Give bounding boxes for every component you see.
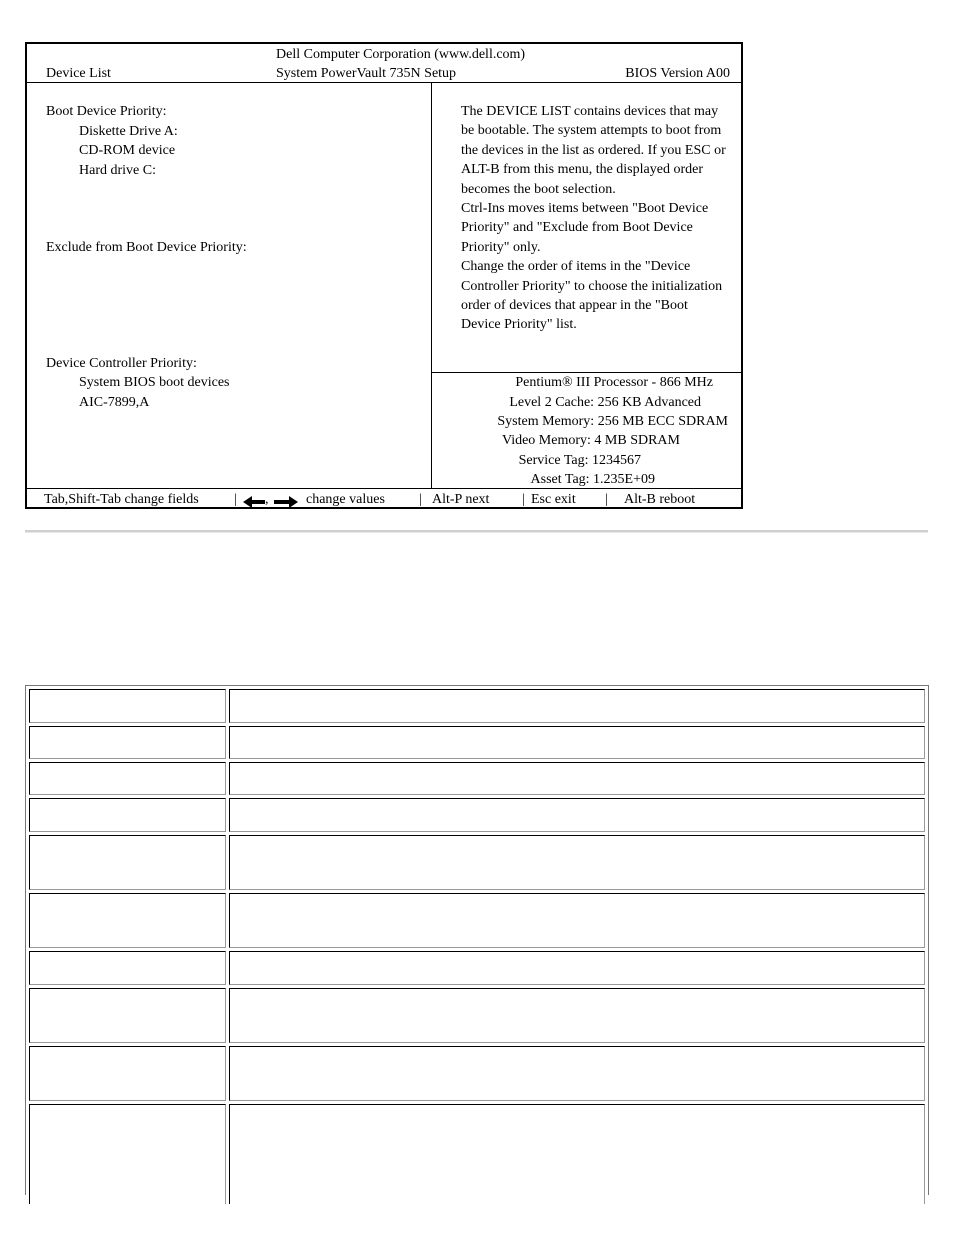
description-cell (229, 798, 925, 832)
table-row (28, 893, 926, 948)
screen-name: Device List (46, 66, 111, 81)
table-row (28, 726, 926, 759)
exit-hint: Esc exit (531, 492, 576, 507)
help-text: The DEVICE LIST contains devices that may be bootable. The system attempts to boot from the devices in the list as ordered. If you ESC or ALT-B from this menu, the displayed order becomes the boot selection. (461, 104, 726, 197)
description-cell (229, 1104, 925, 1204)
table-row (28, 798, 926, 832)
change-values-hint: change values (306, 492, 385, 507)
footer-separator: | (419, 492, 422, 507)
device-list-panel (27, 83, 431, 487)
controller-item[interactable]: System BIOS boot devices (79, 375, 230, 390)
table-row (28, 762, 926, 795)
table-row (28, 988, 926, 1043)
boot-device-item[interactable]: Diskette Drive A: (79, 124, 178, 139)
boot-priority-label: Boot Device Priority: (46, 104, 167, 119)
help-text: Ctrl-Ins moves items between "Boot Device Priority" and "Exclude from Boot Device Priority" only. (461, 201, 709, 255)
option-cell (29, 726, 226, 759)
memory-info: System Memory: 256 MB ECC SDRAM (497, 414, 728, 429)
footer-separator: | (234, 492, 237, 507)
reboot-hint: Alt-B reboot (624, 492, 696, 507)
service-tag: Service Tag: 1234567 (518, 453, 641, 468)
option-cell (29, 798, 226, 832)
right-arrow-icon (274, 492, 298, 511)
option-cell (29, 1104, 226, 1204)
boot-device-item[interactable]: Hard drive C: (79, 163, 156, 178)
bios-setup-screen (25, 42, 743, 509)
description-cell (229, 762, 925, 795)
option-cell (29, 689, 226, 723)
controller-item[interactable]: AIC-7899,A (79, 395, 150, 410)
footer-separator: | (605, 492, 608, 507)
video-memory-info: Video Memory: 4 MB SDRAM (501, 433, 680, 448)
next-hint: Alt-P next (432, 492, 490, 507)
setup-title: System PowerVault 735N Setup (276, 66, 457, 81)
cache-info: Level 2 Cache: 256 KB Advanced (509, 395, 701, 410)
footer-separator: | (522, 492, 525, 507)
option-cell (29, 951, 226, 985)
description-cell (229, 835, 925, 890)
option-cell (29, 1046, 226, 1101)
system-info-panel (432, 373, 741, 488)
controller-priority-label: Device Controller Priority: (46, 356, 197, 371)
option-cell (29, 762, 226, 795)
bios-version: BIOS Version A00 (625, 66, 730, 81)
description-cell (229, 689, 925, 723)
description-cell (229, 726, 925, 759)
description-cell (229, 951, 925, 985)
option-cell (29, 988, 226, 1043)
table-row (28, 835, 926, 890)
exclude-label: Exclude from Boot Device Priority: (46, 240, 247, 255)
table-row (28, 1046, 926, 1101)
left-arrow-icon (243, 492, 265, 511)
horizontal-rule (25, 530, 928, 533)
help-panel (432, 83, 741, 372)
table-row (28, 1104, 926, 1204)
description-cell (229, 893, 925, 948)
arrow-comma: , (265, 492, 269, 507)
asset-tag: Asset Tag: 1.235E+09 (530, 472, 655, 487)
key-help-bar (27, 488, 741, 508)
table-row (28, 689, 926, 723)
option-cell (29, 893, 226, 948)
description-cell (229, 988, 925, 1043)
options-table (25, 685, 929, 1195)
tab-hint: Tab,Shift-Tab change fields (44, 492, 199, 507)
bios-header (27, 44, 741, 83)
option-cell (29, 835, 226, 890)
processor-info: Pentium® III Processor - 866 MHz (515, 375, 713, 390)
company-name: Dell Computer Corporation (www.dell.com) (276, 47, 526, 62)
table-row (28, 951, 926, 985)
description-cell (229, 1046, 925, 1101)
help-text: Change the order of items in the "Device Controller Priority" to choose the initialization order of devices that appear in the "Boot Device Priority" list. (461, 259, 723, 333)
boot-device-item[interactable]: CD-ROM device (79, 143, 176, 158)
